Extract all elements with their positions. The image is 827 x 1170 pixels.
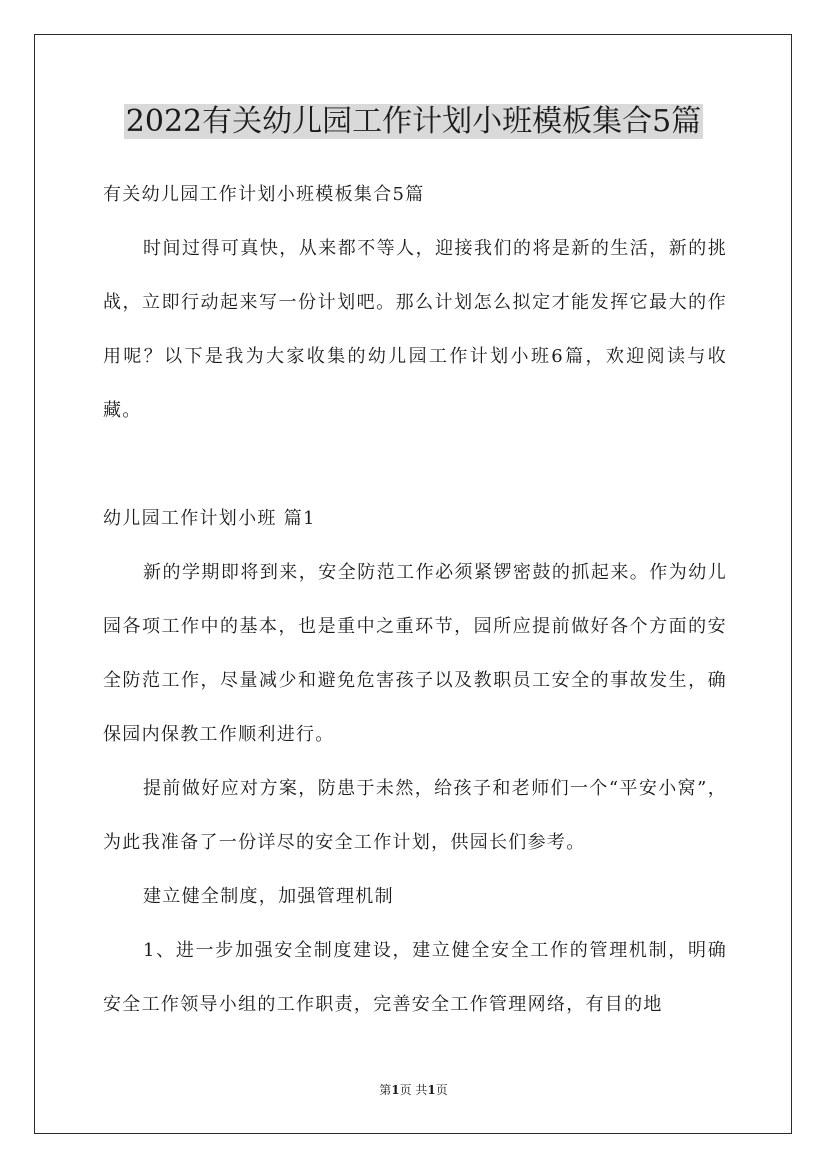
page-total-number: 1: [427, 1083, 436, 1097]
document-subtitle: 有关幼儿园工作计划小班模板集合5篇: [103, 184, 425, 205]
intro-paragraph: 时间过得可真快，从来都不等人，迎接我们的将是新的生活，新的挑战，立即行动起来写一份计划吧。那么计划怎么拟定才能发挥它最大的作用呢？以下是我为大家收集的幼儿园工作计划小班6篇，欢迎阅读与收藏。: [103, 238, 727, 421]
document-body: [103, 168, 727, 1032]
page-label-suffix: 页: [435, 1083, 448, 1097]
document-title: 2022有关幼儿园工作计划小班模板集合5篇: [125, 104, 702, 139]
page-current-number: 1: [391, 1083, 400, 1097]
body-paragraph: 1、进一步加强安全制度建设，建立健全安全工作的管理机制，明确安全工作领导小组的工作职责，完善安全工作管理网络，有目的地: [103, 940, 727, 1015]
blank-line: [103, 438, 727, 492]
body-paragraph: 新的学期即将到来，安全防范工作必须紧锣密鼓的抓起来。作为幼儿园各项工作中的基本，也是重中之重环节，园所应提前做好各个方面的安全防范工作，尽量减少和避免危害孩子以及教职员工安全的事故发生，确保园内保教工作顺利进行。: [103, 562, 727, 745]
page-footer: [0, 1082, 827, 1098]
page-label-prefix: 第: [379, 1083, 392, 1097]
body-paragraph: 提前做好应对方案，防患于未然，给孩子和老师们一个“平安小窝”，为此我准备了一份详尽的安全工作计划，供园长们参考。: [103, 778, 727, 853]
body-paragraph: 建立健全制度，加强管理机制: [143, 886, 394, 907]
section-heading: 幼儿园工作计划小班 篇1: [103, 508, 316, 529]
page-label-mid: 页 共: [399, 1083, 428, 1097]
